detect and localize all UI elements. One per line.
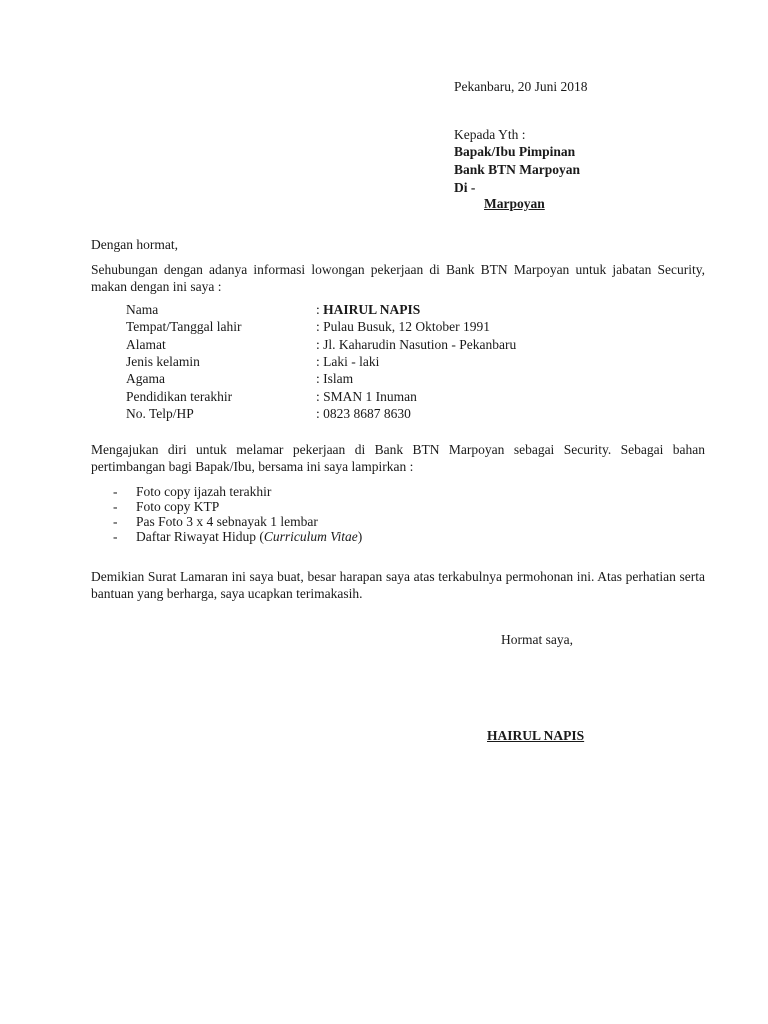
place-date: Pekanbaru, 20 Juni 2018 — [454, 79, 588, 94]
list-bullet: - — [113, 499, 118, 514]
application-paragraph: Mengajukan diri untuk melamar pekerjaan di Bank BTN Marpoyan sebagai Security. Sebagai bahan pertimbangan bagi Bapak/Ibu, bersama ini saya lampirkan : — [91, 442, 705, 474]
list-text: Foto copy KTP — [136, 499, 220, 514]
identity-value: : Islam — [316, 371, 354, 386]
list-text: Foto copy ijazah terakhir — [136, 484, 272, 499]
list-text: Pas Foto 3 x 4 sebnayak 1 lembar — [136, 514, 318, 529]
identity-label: Pendidikan terakhir — [126, 389, 233, 404]
recipient-intro: Kepada Yth : — [454, 127, 526, 142]
list-text-italic: Curriculum Vitae — [263, 529, 358, 544]
opening-paragraph: Sehubungan dengan adanya informasi lowongan pekerjaan di Bank BTN Marpoyan untuk jabatan Security, makan dengan ini saya : — [91, 262, 705, 294]
recipient-line2: Bank BTN Marpoyan — [454, 162, 581, 177]
identity-value: : HAIRUL NAPIS — [316, 302, 421, 317]
identity-value: : Laki - laki — [316, 354, 380, 369]
identity-label: No. Telp/HP — [126, 406, 194, 421]
greeting: Dengan hormat, — [91, 237, 178, 252]
identity-value: : Pulau Busuk, 12 Oktober 1991 — [316, 319, 490, 334]
list-text: Daftar Riwayat Hidup (Curriculum Vitae) — [136, 529, 363, 544]
list-bullet: - — [113, 514, 118, 529]
identity-label: Nama — [126, 302, 159, 317]
applicant-name: HAIRUL NAPIS — [323, 302, 421, 317]
sign-off: Hormat saya, — [501, 632, 573, 647]
identity-label: Tempat/Tanggal lahir — [126, 319, 242, 334]
signature-name: HAIRUL NAPIS — [487, 728, 585, 743]
identity-value: : SMAN 1 Inuman — [316, 389, 417, 404]
list-bullet: - — [113, 484, 118, 499]
identity-value: : 0823 8687 8630 — [316, 406, 411, 421]
identity-label: Agama — [126, 371, 165, 386]
identity-label: Jenis kelamin — [126, 354, 200, 369]
recipient-line3: Di - — [454, 180, 476, 195]
closing-paragraph: Demikian Surat Lamaran ini saya buat, besar harapan saya atas terkabulnya permohonan ini. Atas perhatian serta bantuan yang berharga, saya ucapkan terimakasih. — [91, 569, 705, 601]
recipient-line1: Bapak/Ibu Pimpinan — [454, 144, 576, 159]
identity-value: : Jl. Kaharudin Nasution - Pekanbaru — [316, 337, 517, 352]
identity-label: Alamat — [126, 337, 166, 352]
list-bullet: - — [113, 529, 118, 544]
recipient-line4: Marpoyan — [484, 196, 545, 211]
